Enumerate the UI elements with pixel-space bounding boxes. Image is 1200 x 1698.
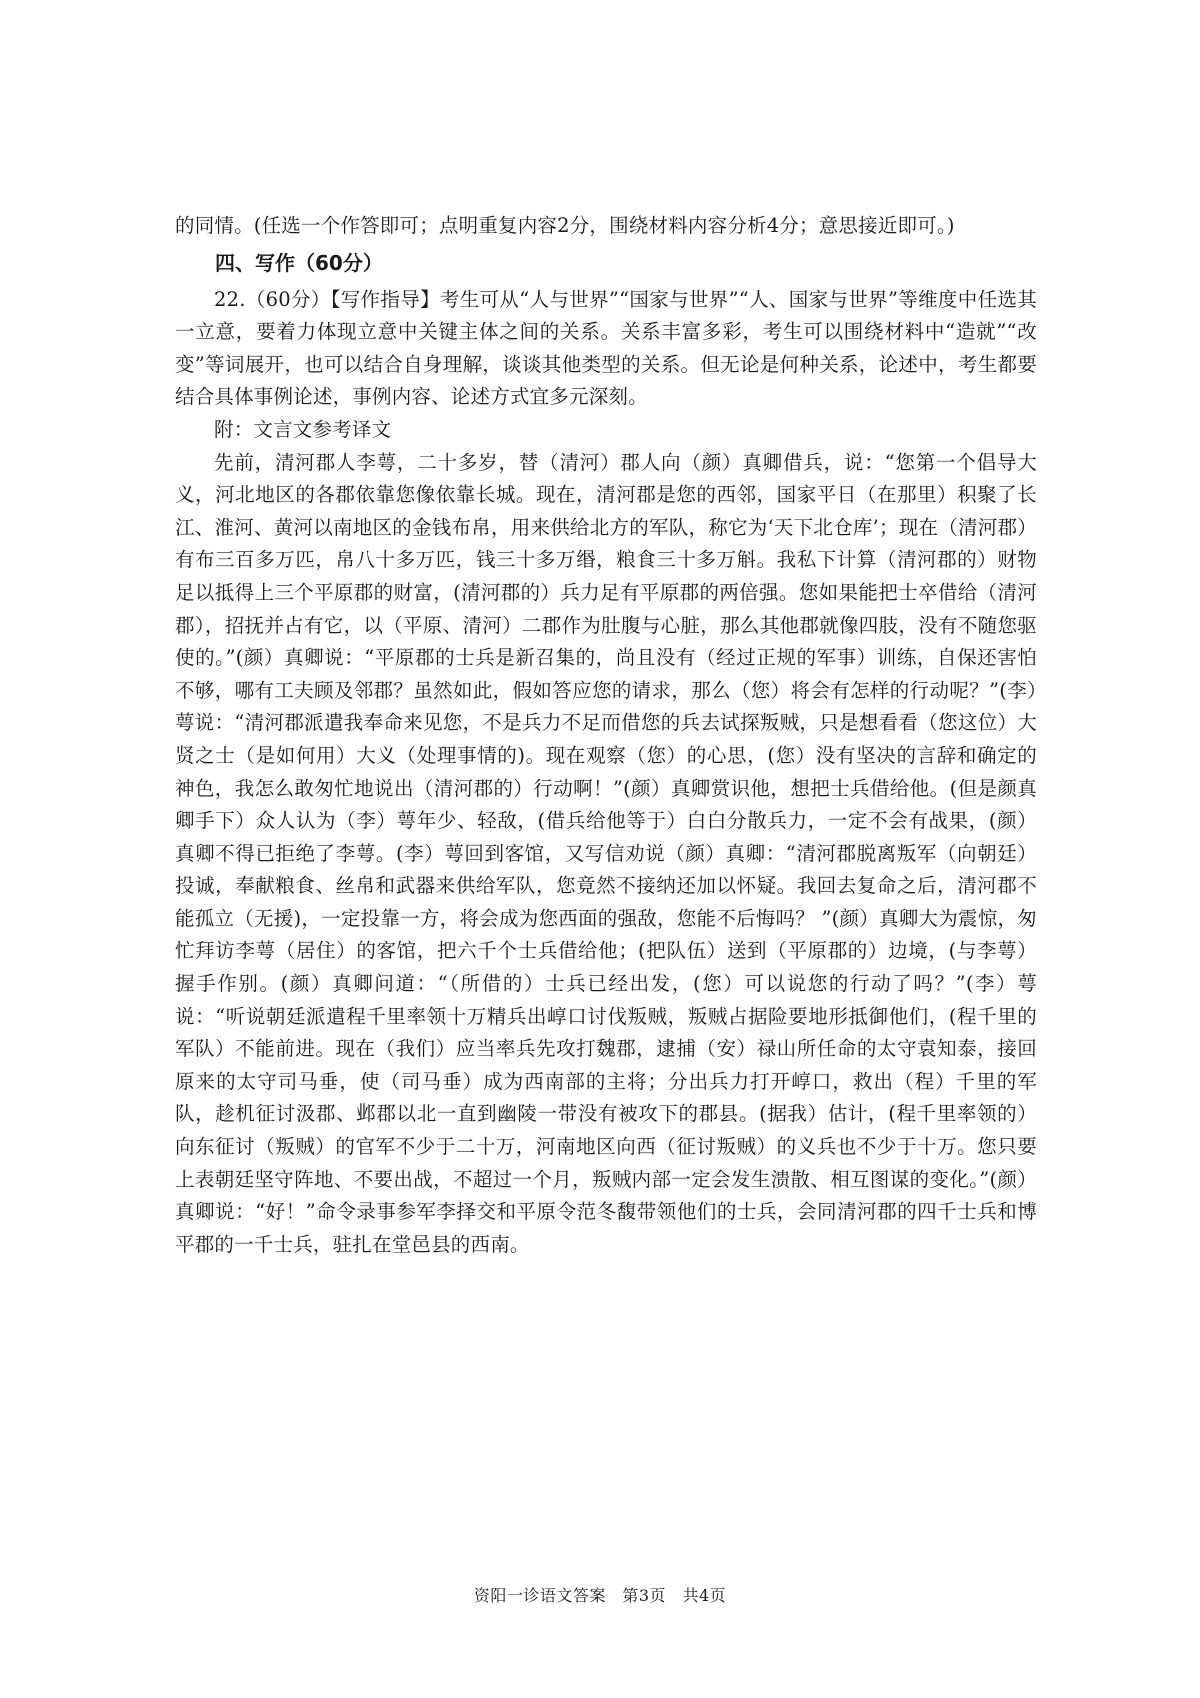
document-body — [175, 210, 1037, 1261]
appendix-label: 附：文言文参考译文 — [214, 417, 392, 441]
previous-answer-continuation: 的同情。(任选一个作答即可；点明重复内容2分，围绕材料内容分析4分；意思接近即可。) — [175, 214, 955, 237]
classical-chinese-translation: 先前，清河郡人李萼，二十多岁，替（清河）郡人向（颜）真卿借兵，说：“您第一个倡导大义，河北地区的各郡依靠您像依靠长城。现在，清河郡是您的西邻，国家平日（在那里）积聚了长江、淮河、黄河以南地区的金钱布帛，用来供给北方的军队，称它为‘天下北仓库’；现在（清河郡）有布三百多万匹，帛八十多万匹，钱三十多万缗，粮食三十多万斛。我私下计算（清河郡的）财物足以抵得上三个平原郡的财富，(清河郡的）兵力足有平原郡的两倍强。您如果能把士卒借给（清河郡），招抚并占有它，以（平原、清河）二郡作为肚腹与心脏，那么其他郡就像四肢，没有不随您驱使的。”(颜）真卿说：“平原郡的士兵是新召集的，尚且没有（经过正规的军事）训练，自保还害怕不够，哪有工夫顾及邻郡？虽然如此，假如答应您的请求，那么（您）将会有怎样的行动呢？”(李）萼说：“清河郡派遣我奉命来见您，不是兵力不足而借您的兵去试探叛贼，只是想看看（您这位）大贤之士（是如何用）大义（处理事情的)。现在观察（您）的心思，(您）没有坚决的言辞和确定的神色，我怎么敢匆忙地说出（清河郡的）行动啊！”(颜）真卿赏识他，想把士兵借给他。(但是颜真卿手下）众人认为（李）萼年少、轻敌，(借兵给他等于）白白分散兵力，一定不会有战果，(颜）真卿不得已拒绝了李萼。(李）萼回到客馆，又写信劝说（颜）真卿：“清河郡脱离叛军（向朝廷）投诚，奉献粮食、丝帛和武器来供给军队，您竟然不接纳还加以怀疑。我回去复命之后，清河郡不能孤立（无援)，一定投靠一方，将会成为您西面的强敌，您能不后悔吗？ ”(颜）真卿大为震惊，匆忙拜访李萼（居住）的客馆，把六千个士兵借给他；(把队伍）送到（平原郡的）边境，(与李萼）握手作别。(颜）真卿问道：“（所借的）士兵已经出发，(您）可以说您的行动了吗？”(李）萼说：“听说朝廷派遣程千里率领十万精兵出崞口讨伐叛贼，叛贼占据险要地形抵御他们，(程千里的军队）不能前进。现在（我们）应当率兵先攻打魏郡，逮捕（安）禄山所任命的太守袁知泰，接回原来的太守司马垂，使（司马垂）成为西南部的主将；分出兵力打开崞口，救出（程）千里的军队，趁机征讨汲郡、邺郡以北一直到幽陵一带没有被攻下的郡县。(据我）估计，(程千里率领的）向东征讨（叛贼）的官军不少于二十万，河南地区向西（征讨叛贼）的义兵也不少于十万。您只要上表朝廷坚守阵地、不要出战，不超过一个月，叛贼内部一定会发生溃散、相互图谋的变化。”(颜）真卿说：“好！”命令录事参军李择交和平原令范冬馥带领他们的士兵，会同清河郡的四千士兵和博平郡的一千士兵，驻扎在堂邑县的西南。 — [175, 450, 1037, 1256]
page-footer: 资阳一诊语文答案 第3页 共4页 — [473, 1586, 727, 1605]
question-22-guidance: 22.（60分）【写作指导】考生可从“人与世界”“国家与世界”“人、国家与世界”等维度中任选其一立意，要着力体现立意中关键主体之间的关系。关系丰富多彩，考生可以围绕材料中“造就”“改变”等词展开，也可以结合自身理解，谈谈其他类型的关系。但无论是何种关系，论述中，考生都要结合具体事例论述，事例内容、论述方式宜多元深刻。 — [175, 287, 1037, 409]
section-heading-writing: 四、写作（60分） — [215, 250, 383, 275]
